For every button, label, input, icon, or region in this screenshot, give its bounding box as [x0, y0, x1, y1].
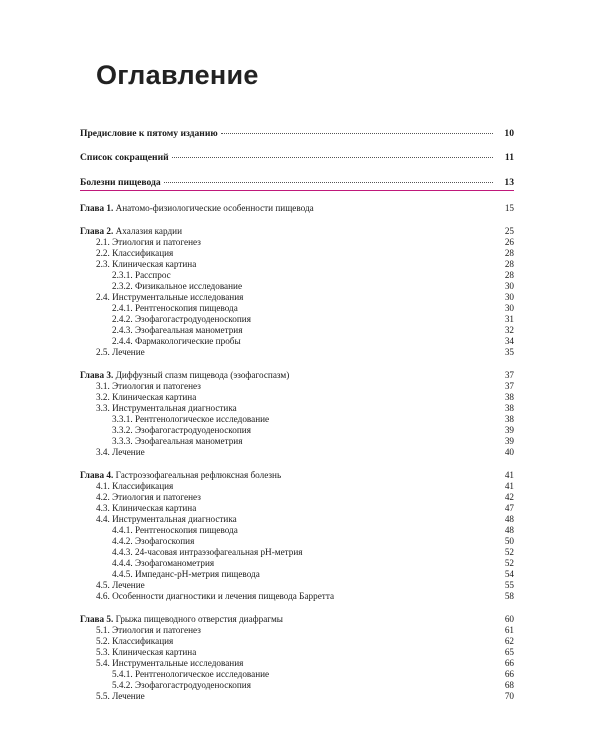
- subsubsection-entry[interactable]: [80, 270, 514, 281]
- toc-entry-label: 2.4.1. Рентгеноскопия пищевода: [112, 303, 238, 313]
- toc-page-number: 62: [504, 636, 514, 646]
- toc-entry-label: 3.3. Инструментальная диагностика: [96, 403, 237, 413]
- toc-entry-label: 4.5. Лечение: [96, 580, 145, 590]
- toc-page-number: 55: [504, 580, 514, 590]
- toc-page-number: 30: [504, 281, 514, 291]
- chapter-entry[interactable]: [80, 614, 514, 625]
- subsection-entry[interactable]: [80, 591, 514, 602]
- toc-entry-label: Болезни пищевода: [80, 177, 161, 188]
- toc-entry-label: 3.3.3. Эзофагеальная манометрия: [112, 436, 243, 446]
- toc-entry-label: 2.4.3. Эзофагеальная манометрия: [112, 325, 243, 335]
- toc-page-number: 68: [504, 680, 514, 690]
- toc-entry-label: 5.5. Лечение: [96, 691, 145, 701]
- front-matter-entry[interactable]: [80, 152, 514, 163]
- subsection-entry[interactable]: [80, 625, 514, 636]
- subsection-entry[interactable]: [80, 347, 514, 358]
- toc-page-number: 66: [504, 658, 514, 668]
- toc-entry-label: 3.3.2. Эзофагогастродуоденоскопия: [112, 425, 251, 435]
- toc-entry-label: 4.4.3. 24-часовая интраэзофагеальная рН-метрия: [112, 547, 303, 557]
- toc-entry-label: 5.1. Этиология и патогенез: [96, 625, 201, 635]
- toc-page-number: 48: [504, 514, 514, 524]
- toc-page-number: 31: [504, 314, 514, 324]
- toc-entry-label: 5.4. Инструментальные исследования: [96, 658, 244, 668]
- front-matter-entry[interactable]: [80, 128, 514, 139]
- toc-page-number: 39: [504, 436, 514, 446]
- subsubsection-entry[interactable]: [80, 669, 514, 680]
- subsubsection-entry[interactable]: [80, 436, 514, 447]
- chapter-entry[interactable]: [80, 203, 514, 214]
- section-heading[interactable]: [80, 176, 514, 191]
- chapter-entry[interactable]: [80, 370, 514, 381]
- dot-leader: [221, 133, 493, 134]
- toc-page-number: 41: [504, 470, 514, 480]
- toc-entry-label: Глава 5. Грыжа пищеводного отверстия диафрагмы: [80, 614, 283, 624]
- chapter-entry[interactable]: [80, 470, 514, 481]
- toc-page-number: 30: [504, 292, 514, 302]
- toc-page-number: 25: [504, 226, 514, 236]
- toc-page-number: 50: [504, 536, 514, 546]
- subsubsection-entry[interactable]: [80, 425, 514, 436]
- toc-page-number: 41: [504, 481, 514, 491]
- toc-page-number: 10: [504, 128, 514, 139]
- toc-page-number: 70: [504, 691, 514, 701]
- subsubsection-entry[interactable]: [80, 680, 514, 691]
- toc-entry-label: 3.2. Клиническая картина: [96, 392, 197, 402]
- subsection-entry[interactable]: [80, 647, 514, 658]
- toc-entry-label: Список сокращений: [80, 152, 169, 163]
- toc-page-number: 28: [504, 248, 514, 258]
- subsection-entry[interactable]: [80, 381, 514, 392]
- subsubsection-entry[interactable]: [80, 314, 514, 325]
- table-of-contents: [80, 128, 514, 702]
- subsubsection-entry[interactable]: [80, 414, 514, 425]
- toc-page-number: 61: [504, 625, 514, 635]
- toc-page-number: 48: [504, 525, 514, 535]
- page-title: Оглавление: [96, 60, 259, 90]
- subsection-entry[interactable]: [80, 392, 514, 403]
- subsection-entry[interactable]: [80, 636, 514, 647]
- toc-page-number: 54: [504, 569, 514, 579]
- toc-page-number: 42: [504, 492, 514, 502]
- subsubsection-entry[interactable]: [80, 525, 514, 536]
- toc-entry-label: 3.4. Лечение: [96, 447, 145, 457]
- toc-page-number: 30: [504, 303, 514, 313]
- toc-entry-label: 5.4.1. Рентгенологическое исследование: [112, 669, 270, 679]
- subsubsection-entry[interactable]: [80, 569, 514, 580]
- toc-page-number: 58: [504, 591, 514, 601]
- chapter-entry[interactable]: [80, 226, 514, 237]
- subsection-entry[interactable]: [80, 447, 514, 458]
- toc-entry-label: 4.4.4. Эзофагоманометрия: [112, 558, 215, 568]
- toc-page-number: 15: [504, 203, 514, 213]
- toc-entry-label: 2.4.2. Эзофагогастродуоденоскопия: [112, 314, 251, 324]
- toc-entry-label: 4.4.5. Импеданс-рН-метрия пищевода: [112, 569, 260, 579]
- subsubsection-entry[interactable]: [80, 558, 514, 569]
- toc-page-number: 47: [504, 503, 514, 513]
- toc-page-number: 39: [504, 425, 514, 435]
- toc-entry-label: 2.4.4. Фармакологические пробы: [112, 336, 241, 346]
- toc-entry-label: 2.2. Классификация: [96, 248, 174, 258]
- toc-entry-label: 4.4.1. Рентгеноскопия пищевода: [112, 525, 238, 535]
- toc-page-number: 37: [504, 370, 514, 380]
- toc-page-number: 26: [504, 237, 514, 247]
- toc-page-number: 28: [504, 270, 514, 280]
- subsection-entry[interactable]: [80, 658, 514, 669]
- toc-page-number: 38: [504, 403, 514, 413]
- toc-page-number: 52: [504, 547, 514, 557]
- toc-page-number: 38: [504, 392, 514, 402]
- toc-entry-label: 4.1. Классификация: [96, 481, 174, 491]
- toc-entry-label: 5.2. Классификация: [96, 636, 174, 646]
- toc-page-number: 65: [504, 647, 514, 657]
- toc-entry-label: 3.3.1. Рентгенологическое исследование: [112, 414, 270, 424]
- subsubsection-entry[interactable]: [80, 547, 514, 558]
- toc-entry-label: 5.4.2. Эзофагогастродуоденоскопия: [112, 680, 251, 690]
- toc-entry-label: 2.3. Клиническая картина: [96, 259, 197, 269]
- toc-entry-label: Предисловие к пятому изданию: [80, 128, 218, 139]
- toc-entry-label: 4.6. Особенности диагностики и лечения пищевода Барретта: [96, 591, 335, 601]
- toc-entry-label: Глава 4. Гастроэзофагеальная рефлюксная болезнь: [80, 470, 282, 480]
- toc-entry-label: 2.3.2. Физикальное исследование: [112, 281, 243, 291]
- subsection-entry[interactable]: [80, 580, 514, 591]
- subsubsection-entry[interactable]: [80, 281, 514, 292]
- toc-page-number: 38: [504, 414, 514, 424]
- subsection-entry[interactable]: [80, 514, 514, 525]
- toc-page-number: 11: [504, 152, 514, 163]
- toc-entry-label: Глава 1. Анатомо-физиологические особенности пищевода: [80, 203, 314, 213]
- toc-entry-label: 2.4. Инструментальные исследования: [96, 292, 244, 302]
- toc-entry-label: 4.3. Клиническая картина: [96, 503, 197, 513]
- toc-page-number: 32: [504, 325, 514, 335]
- subsubsection-entry[interactable]: [80, 303, 514, 314]
- toc-entry-label: 3.1. Этиология и патогенез: [96, 381, 201, 391]
- subsection-entry[interactable]: [80, 292, 514, 303]
- subsection-entry[interactable]: [80, 248, 514, 259]
- subsection-entry[interactable]: [80, 403, 514, 414]
- toc-page-number: 37: [504, 381, 514, 391]
- dot-leader: [164, 182, 493, 183]
- subsection-entry[interactable]: [80, 691, 514, 702]
- subsubsection-entry[interactable]: [80, 325, 514, 336]
- dot-leader: [172, 157, 493, 158]
- subsection-entry[interactable]: [80, 259, 514, 270]
- toc-entry-label: 4.2. Этиология и патогенез: [96, 492, 201, 502]
- toc-entry-label: 2.1. Этиология и патогенез: [96, 237, 201, 247]
- toc-page-number: 66: [504, 669, 514, 679]
- toc-page-number: 60: [504, 614, 514, 624]
- toc-entry-label: 4.4. Инструментальная диагностика: [96, 514, 237, 524]
- subsection-entry[interactable]: [80, 503, 514, 514]
- toc-page-number: 28: [504, 259, 514, 269]
- toc-entry-label: Глава 2. Ахалазия кардии: [80, 226, 182, 236]
- subsection-entry[interactable]: [80, 237, 514, 248]
- toc-entry-label: 2.3.1. Расспрос: [112, 270, 171, 280]
- toc-entry-label: 4.4.2. Эзофагоскопия: [112, 536, 195, 546]
- toc-page-number: 13: [504, 177, 514, 188]
- toc-entry-label: 2.5. Лечение: [96, 347, 145, 357]
- toc-page-number: 35: [504, 347, 514, 357]
- toc-page-number: 52: [504, 558, 514, 568]
- subsection-entry[interactable]: [80, 492, 514, 503]
- subsubsection-entry[interactable]: [80, 536, 514, 547]
- toc-entry-label: 5.3. Клиническая картина: [96, 647, 197, 657]
- toc-page-number: 40: [504, 447, 514, 457]
- toc-page-number: 34: [504, 336, 514, 346]
- toc-entry-label: Глава 3. Диффузный спазм пищевода (эзофагоспазм): [80, 370, 290, 380]
- subsection-entry[interactable]: [80, 481, 514, 492]
- subsubsection-entry[interactable]: [80, 336, 514, 347]
